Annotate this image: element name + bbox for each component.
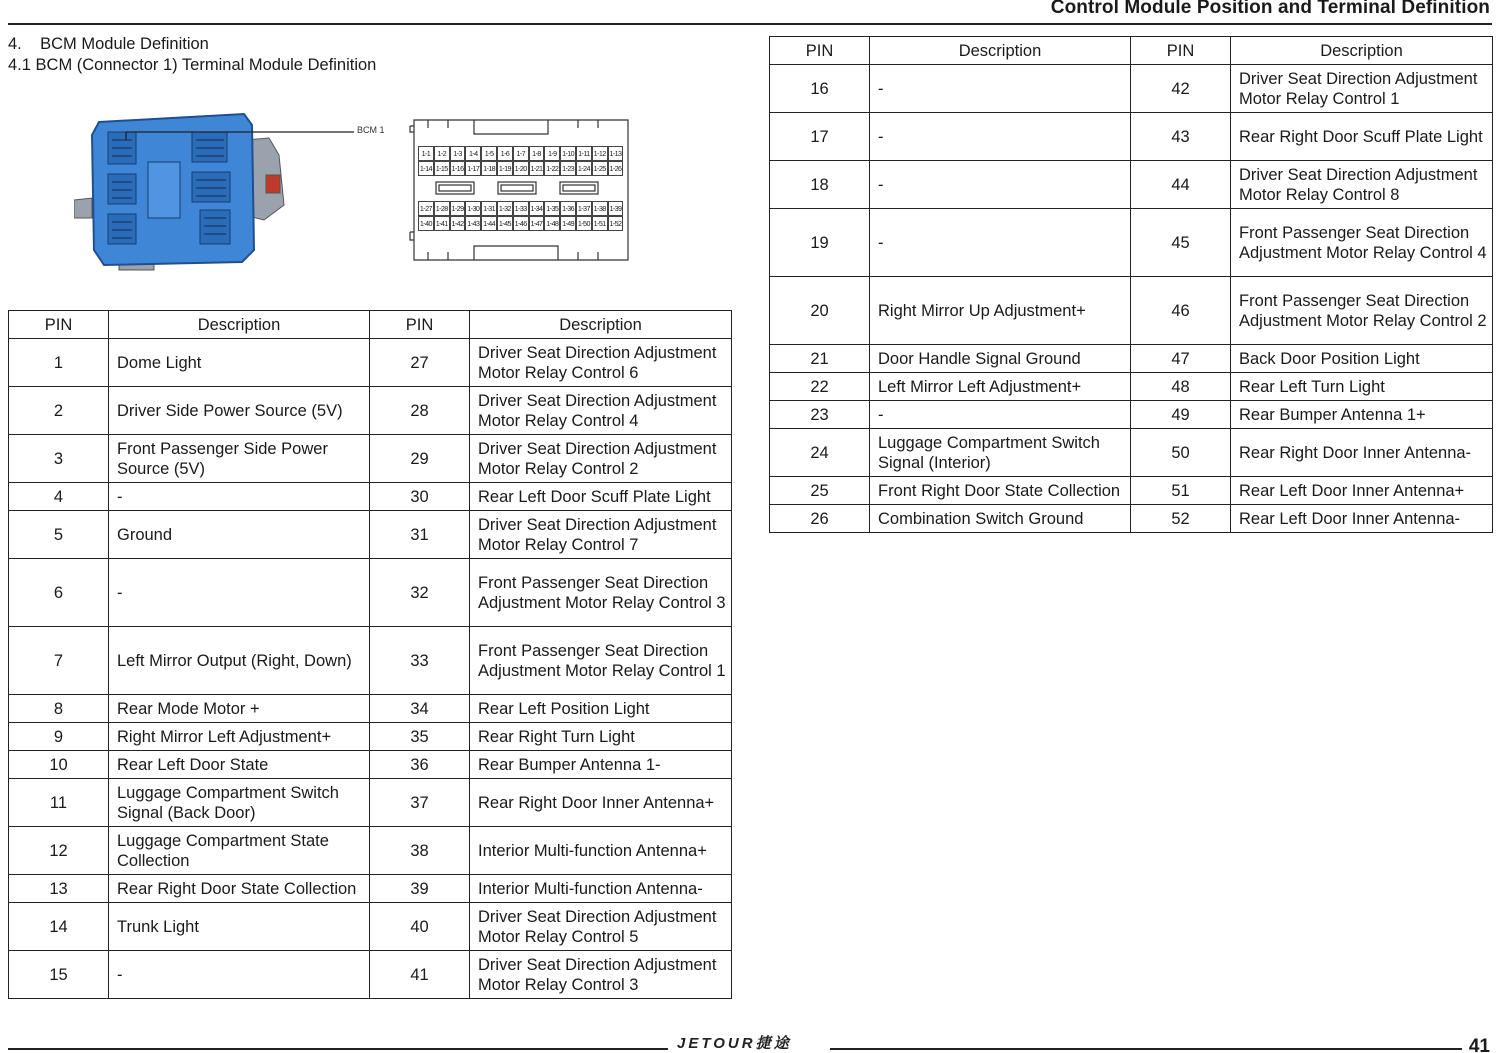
table-header-row [770,37,1493,65]
pin-number-cell: 48 [1131,373,1231,401]
pin-number-cell: 21 [770,345,870,373]
connector-pin-cell: 1-20 [513,161,529,176]
connector-pin-cell: 1-51 [592,216,608,231]
pin-number-cell: 17 [770,113,870,161]
pin-number-cell: 43 [1131,113,1231,161]
pin-number-cell: 28 [370,387,470,435]
connector-pin-cell: 1-7 [513,146,529,161]
bcm1-callout-label: BCM 1 [357,125,385,135]
pin-description-cell: Driver Seat Direction Adjustment Motor Relay Control 2 [470,435,732,483]
pin-table-right [769,36,1493,533]
table-row [9,723,732,751]
pin-description-cell: Rear Mode Motor + [109,695,370,723]
header-description: Description [1231,37,1493,65]
pin-description-cell: Interior Multi-function Antenna+ [470,827,732,875]
connector-pin-cell: 1-9 [544,146,560,161]
pin-number-cell: 14 [9,903,109,951]
connector-pin-cell: 1-16 [450,161,466,176]
bcm-module-illustration [74,110,394,275]
table-row [9,875,732,903]
pin-description-cell: Back Door Position Light [1231,345,1493,373]
pin-number-cell: 39 [370,875,470,903]
pin-number-cell: 34 [370,695,470,723]
pin-number-cell: 36 [370,751,470,779]
pin-number-cell: 19 [770,209,870,277]
pin-description-cell: Front Right Door State Collection [870,477,1131,505]
pin-description-cell: Front Passenger Seat Direction Adjustment Motor Relay Control 1 [470,627,732,695]
connector-pin-cell: 1-50 [576,216,592,231]
footer-divider-left [8,1048,668,1050]
header-description: Description [470,311,732,339]
pin-description-cell: Driver Seat Direction Adjustment Motor Relay Control 6 [470,339,732,387]
header-description: Description [870,37,1131,65]
table-row [9,339,732,387]
connector-pin-cell: 1-17 [465,161,481,176]
header-pin: PIN [9,311,109,339]
connector-pin-cell: 1-25 [592,161,608,176]
footer-divider-right [830,1048,1462,1050]
pin-number-cell: 10 [9,751,109,779]
pin-number-cell: 33 [370,627,470,695]
connector-pin-cell: 1-30 [465,201,481,216]
pin-number-cell: 32 [370,559,470,627]
connector-pin-cell: 1-36 [560,201,576,216]
connector-pin-cell: 1-4 [465,146,481,161]
connector-pin-cell: 1-43 [465,216,481,231]
header-description: Description [109,311,370,339]
pin-number-cell: 42 [1131,65,1231,113]
connector-pin-cell: 1-14 [418,161,434,176]
pin-description-cell: Luggage Compartment Switch Signal (Back Door) [109,779,370,827]
connector-pin-cell: 1-12 [592,146,608,161]
pin-number-cell: 23 [770,401,870,429]
pin-description-cell: Driver Seat Direction Adjustment Motor Relay Control 3 [470,951,732,999]
connector-pin-cell: 1-39 [608,201,624,216]
connector-pin-cell: 1-29 [450,201,466,216]
pin-description-cell: Driver Seat Direction Adjustment Motor Relay Control 7 [470,511,732,559]
section-subtitle: 4.1 BCM (Connector 1) Terminal Module Definition [8,56,377,74]
table-row [9,483,732,511]
pin-description-cell: Rear Left Door State [109,751,370,779]
pin-description-cell: Rear Right Door Inner Antenna+ [470,779,732,827]
table-row [770,477,1493,505]
pin-description-cell: Rear Bumper Antenna 1+ [1231,401,1493,429]
table-row [9,559,732,627]
pin-description-cell: Rear Bumper Antenna 1- [470,751,732,779]
connector-pin-cell: 1-5 [481,146,497,161]
pin-description-cell: Ground [109,511,370,559]
pin-number-cell: 52 [1131,505,1231,533]
connector-pin-cell: 1-52 [608,216,624,231]
header-pin: PIN [1131,37,1231,65]
table-row [770,277,1493,345]
connector-pin-cell: 1-31 [481,201,497,216]
page-header-title: Control Module Position and Terminal Definition [1050,0,1490,18]
pin-description-cell: - [870,65,1131,113]
pin-number-cell: 50 [1131,429,1231,477]
pin-number-cell: 45 [1131,209,1231,277]
pin-number-cell: 41 [370,951,470,999]
pin-description-cell: Front Passenger Side Power Source (5V) [109,435,370,483]
table-row [9,951,732,999]
connector-pin-cell: 1-3 [450,146,466,161]
pin-description-cell: Left Mirror Left Adjustment+ [870,373,1131,401]
pin-number-cell: 7 [9,627,109,695]
connector-pin-cell: 1-45 [497,216,513,231]
pin-description-cell: Rear Right Door Inner Antenna- [1231,429,1493,477]
pin-number-cell: 16 [770,65,870,113]
pin-description-cell: Dome Light [109,339,370,387]
pin-description-cell: Right Mirror Left Adjustment+ [109,723,370,751]
pin-description-cell: Rear Left Position Light [470,695,732,723]
table-row [9,903,732,951]
table-row [770,373,1493,401]
pin-description-cell: Driver Seat Direction Adjustment Motor Relay Control 4 [470,387,732,435]
connector-pin-grid-bottom [418,201,623,231]
pin-description-cell: Driver Seat Direction Adjustment Motor Relay Control 1 [1231,65,1493,113]
connector-pin-cell: 1-33 [513,201,529,216]
pin-table-left [8,310,732,999]
pin-description-cell: - [109,483,370,511]
pin-description-cell: - [109,559,370,627]
table-row [770,429,1493,477]
connector-pin-cell: 1-6 [497,146,513,161]
connector-outline [408,112,633,264]
connector-pin-cell: 1-38 [592,201,608,216]
connector-pin-cell: 1-41 [434,216,450,231]
connector-pin-cell: 1-37 [576,201,592,216]
table-row [770,161,1493,209]
section-title: 4. BCM Module Definition [8,35,209,53]
pin-description-cell: Rear Left Door Inner Antenna- [1231,505,1493,533]
pin-description-cell: Driver Seat Direction Adjustment Motor Relay Control 8 [1231,161,1493,209]
pin-number-cell: 8 [9,695,109,723]
connector-pin-cell: 1-35 [544,201,560,216]
pin-description-cell: - [870,113,1131,161]
pin-number-cell: 2 [9,387,109,435]
connector-pin-cell: 1-44 [481,216,497,231]
table-row [9,511,732,559]
pin-number-cell: 49 [1131,401,1231,429]
header-pin: PIN [370,311,470,339]
table-row [9,627,732,695]
table-row [770,345,1493,373]
pin-description-cell: Left Mirror Output (Right, Down) [109,627,370,695]
connector-pin-cell: 1-49 [560,216,576,231]
table-row [9,827,732,875]
connector-pin-cell: 1-21 [529,161,545,176]
pin-number-cell: 38 [370,827,470,875]
connector-pin-cell: 1-10 [560,146,576,161]
pin-number-cell: 51 [1131,477,1231,505]
table-row [770,505,1493,533]
connector-pin-cell: 1-22 [544,161,560,176]
pin-number-cell: 5 [9,511,109,559]
pin-description-cell: Driver Side Power Source (5V) [109,387,370,435]
pin-description-cell: - [870,161,1131,209]
connector-pin-cell: 1-19 [497,161,513,176]
pin-number-cell: 15 [9,951,109,999]
pin-number-cell: 27 [370,339,470,387]
connector-pin-cell: 1-27 [418,201,434,216]
pin-description-cell: Luggage Compartment State Collection [109,827,370,875]
connector-pin-cell: 1-2 [434,146,450,161]
connector-pin-cell: 1-34 [529,201,545,216]
pin-description-cell: Rear Left Turn Light [1231,373,1493,401]
pin-number-cell: 11 [9,779,109,827]
pin-number-cell: 18 [770,161,870,209]
page-number: 41 [1468,1036,1490,1053]
table-row [9,387,732,435]
pin-description-cell: Front Passenger Seat Direction Adjustment Motor Relay Control 2 [1231,277,1493,345]
pin-number-cell: 3 [9,435,109,483]
pin-description-cell: Rear Right Turn Light [470,723,732,751]
connector-pin-cell: 1-24 [576,161,592,176]
pin-number-cell: 37 [370,779,470,827]
pin-number-cell: 47 [1131,345,1231,373]
pin-number-cell: 4 [9,483,109,511]
pin-number-cell: 1 [9,339,109,387]
table-row [9,751,732,779]
table-header-row [9,311,732,339]
connector-pin-cell: 1-13 [608,146,624,161]
pin-number-cell: 31 [370,511,470,559]
connector-pin-cell: 1-15 [434,161,450,176]
table-row [9,779,732,827]
pin-number-cell: 46 [1131,277,1231,345]
pin-number-cell: 26 [770,505,870,533]
connector-pin-cell: 1-40 [418,216,434,231]
header-divider [8,23,1492,25]
table-row [770,209,1493,277]
connector-pin-cell: 1-42 [450,216,466,231]
pin-description-cell: Rear Left Door Scuff Plate Light [470,483,732,511]
pin-description-cell: Front Passenger Seat Direction Adjustment Motor Relay Control 4 [1231,209,1493,277]
connector-pin-cell: 1-1 [418,146,434,161]
connector-pin-cell: 1-23 [560,161,576,176]
pin-number-cell: 13 [9,875,109,903]
pin-number-cell: 40 [370,903,470,951]
table-row [770,401,1493,429]
pin-number-cell: 35 [370,723,470,751]
pin-description-cell: - [109,951,370,999]
connector-pin-cell: 1-26 [608,161,624,176]
pin-description-cell: Driver Seat Direction Adjustment Motor Relay Control 5 [470,903,732,951]
pin-number-cell: 30 [370,483,470,511]
pin-description-cell: Right Mirror Up Adjustment+ [870,277,1131,345]
pin-description-cell: Trunk Light [109,903,370,951]
connector-pin-cell: 1-32 [497,201,513,216]
pin-description-cell: Door Handle Signal Ground [870,345,1131,373]
pin-number-cell: 12 [9,827,109,875]
pin-number-cell: 6 [9,559,109,627]
pin-description-cell: Luggage Compartment Switch Signal (Interior) [870,429,1131,477]
pin-number-cell: 24 [770,429,870,477]
pin-number-cell: 25 [770,477,870,505]
connector-pin-cell: 1-11 [576,146,592,161]
pin-description-cell: Rear Right Door Scuff Plate Light [1231,113,1493,161]
pin-description-cell: Rear Right Door State Collection [109,875,370,903]
connector-pin-cell: 1-47 [529,216,545,231]
table-row [770,65,1493,113]
pin-description-cell: - [870,209,1131,277]
connector-pin-grid-top [418,146,623,176]
pin-description-cell: Combination Switch Ground [870,505,1131,533]
pin-description-cell: Front Passenger Seat Direction Adjustment Motor Relay Control 3 [470,559,732,627]
connector-pin-cell: 1-18 [481,161,497,176]
connector-pin-cell: 1-46 [513,216,529,231]
pin-number-cell: 22 [770,373,870,401]
table-row [9,695,732,723]
connector-pin-cell: 1-8 [529,146,545,161]
connector-pin-cell: 1-48 [544,216,560,231]
table-row [9,435,732,483]
brand-logo: JETOUR捷途 [677,1035,792,1052]
pin-description-cell: Interior Multi-function Antenna- [470,875,732,903]
pin-number-cell: 9 [9,723,109,751]
pin-description-cell: - [870,401,1131,429]
pin-number-cell: 29 [370,435,470,483]
pin-number-cell: 44 [1131,161,1231,209]
pin-description-cell: Rear Left Door Inner Antenna+ [1231,477,1493,505]
connector-pin-cell: 1-28 [434,201,450,216]
pin-number-cell: 20 [770,277,870,345]
table-row [770,113,1493,161]
header-pin: PIN [770,37,870,65]
